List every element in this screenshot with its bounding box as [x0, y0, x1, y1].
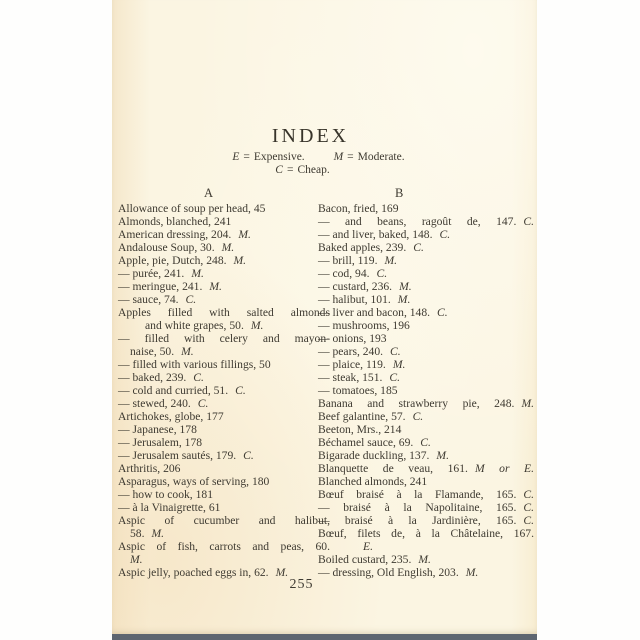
legend-key-c: C: [275, 164, 283, 176]
entry-text: — filled with celery and mayon-: [118, 332, 330, 345]
price-grade: M.: [384, 254, 398, 267]
entry-text: Blanched almonds, 241: [318, 475, 428, 488]
index-entry-line: [318, 527, 534, 540]
price-grade: M.: [181, 345, 194, 358]
entry-text: Baked apples, 239.: [318, 241, 407, 254]
entry-text: Banana and strawberry pie, 248.: [318, 397, 515, 410]
grade-legend-line-2: [112, 164, 537, 177]
entry-text: — filled with various fillings, 50: [118, 358, 271, 371]
price-grade: C.: [389, 371, 401, 384]
index-entry-line: [118, 410, 330, 423]
entry-text: Beeton, Mrs., 214: [318, 423, 402, 436]
column-header-a: A: [204, 186, 214, 200]
index-entry-line: [318, 540, 534, 553]
entry-text: Boiled custard, 235.: [318, 553, 412, 566]
price-grade: C.: [439, 228, 451, 241]
legend-label-moderate: Moderate.: [357, 151, 405, 163]
price-grade: E.: [363, 540, 373, 553]
entry-text: — Jerusalem, 178: [118, 436, 203, 449]
index-entry-line: [118, 475, 330, 488]
price-grade: M.: [418, 553, 431, 566]
price-grade: C.: [420, 436, 431, 449]
price-grade: M or E.: [474, 462, 535, 475]
index-entry-line: [118, 527, 330, 540]
price-grade: C.: [243, 449, 254, 462]
index-entry-line: [318, 358, 534, 371]
entry-text: Almonds, blanched, 241: [118, 215, 232, 228]
index-entry-line: [118, 384, 330, 397]
index-entry-line: [118, 501, 330, 514]
price-grade: M.: [436, 449, 449, 462]
price-grade: C.: [523, 215, 534, 228]
index-entry-line: [318, 332, 534, 345]
price-grade: M.: [233, 254, 247, 267]
legend-key-e: E: [232, 151, 240, 163]
price-grade: C.: [413, 241, 424, 254]
entry-text: Beef galantine, 57.: [318, 410, 406, 423]
price-grade: M.: [399, 280, 412, 293]
index-entry-line: [118, 514, 330, 527]
entry-text: — baked, 239.: [118, 371, 187, 384]
index-entry-line: [118, 423, 330, 436]
index-column-b: [318, 202, 534, 579]
index-entry-line: [318, 449, 534, 462]
entry-text: Aspic of cucumber and halibut,: [118, 514, 330, 527]
index-entry-line: [118, 241, 330, 254]
entry-text: — tomatoes, 185: [318, 384, 398, 397]
price-grade: M.: [191, 267, 204, 280]
index-entry-line: [318, 241, 534, 254]
entry-text: — how to cook, 181: [118, 488, 213, 501]
entry-text: — meringue, 241.: [118, 280, 203, 293]
entry-text: Aspic jelly, poached eggs in, 62.: [118, 566, 269, 579]
entry-text: Bacon, fried, 169: [318, 202, 399, 215]
entry-text: Asparagus, ways of serving, 180: [118, 475, 270, 488]
index-entry-line: [318, 384, 534, 397]
index-entry-line: [318, 293, 534, 306]
price-grade: M.: [397, 293, 411, 306]
legend-item-moderate: [334, 151, 405, 163]
entry-text: — braisé à la Jardinière, 165.: [318, 514, 517, 527]
column-header-b: B: [395, 186, 404, 200]
index-entry-line: [318, 514, 534, 527]
price-grade: C.: [437, 306, 448, 319]
entry-text: naise, 50.: [130, 345, 175, 358]
index-entry-line: [118, 306, 330, 319]
price-grade: C.: [523, 501, 534, 514]
price-grade: C.: [523, 488, 534, 501]
legend-label-cheap: Cheap.: [297, 164, 330, 176]
index-entry-line: [118, 449, 330, 462]
entry-text: — brill, 119.: [318, 254, 378, 267]
price-grade: M.: [151, 527, 165, 540]
index-entry-line: [118, 553, 330, 566]
entry-text: — stewed, 240.: [118, 397, 191, 410]
entry-text: Apple, pie, Dutch, 248.: [118, 254, 227, 267]
index-entry-line: [118, 371, 330, 384]
equals-sign: =: [243, 151, 250, 163]
price-grade: C.: [412, 410, 424, 423]
index-entry-line: [318, 553, 534, 566]
price-grade: C.: [193, 371, 204, 384]
index-entry-line: [118, 332, 330, 345]
index-entry-line: [318, 371, 534, 384]
entry-text: — and liver, baked, 148.: [318, 228, 433, 241]
entry-text: Andalouse Soup, 30.: [118, 241, 215, 254]
entry-text: Artichokes, globe, 177: [118, 410, 224, 423]
index-entry-line: [118, 488, 330, 501]
entry-text: Bœuf braisé à la Flamande, 165.: [318, 488, 517, 501]
entry-text: American dressing, 204.: [118, 228, 232, 241]
index-entry-line: [318, 462, 534, 475]
entry-text: — pears, 240.: [318, 345, 384, 358]
entry-text: — à la Vinaigrette, 61: [118, 501, 221, 514]
entry-text: — dressing, Old English, 203.: [318, 566, 459, 579]
index-entry-line: [118, 358, 330, 371]
price-grade: C.: [235, 384, 246, 397]
index-entry-line: [118, 280, 330, 293]
index-entry-line: [118, 202, 330, 215]
index-entry-line: [318, 254, 534, 267]
entry-text: and white grapes, 50.: [145, 319, 244, 332]
entry-text: Béchamel sauce, 69.: [318, 436, 414, 449]
entry-text: — steak, 151.: [318, 371, 383, 384]
entry-text: — braisé à la Napolitaine, 165.: [318, 501, 517, 514]
index-entry-line: [318, 280, 534, 293]
entry-text: — liver and bacon, 148.: [318, 306, 431, 319]
price-grade: C.: [376, 267, 388, 280]
price-grade: M.: [238, 228, 251, 241]
index-entry-line: [318, 423, 534, 436]
index-entry-line: [318, 202, 534, 215]
entry-text: Arthritis, 206: [118, 462, 181, 475]
index-entry-line: [318, 228, 534, 241]
index-entry-line: [118, 345, 330, 358]
price-grade: M.: [465, 566, 479, 579]
price-grade: M.: [250, 319, 264, 332]
page-number: 255: [289, 577, 314, 592]
price-grade: M.: [221, 241, 235, 254]
grade-legend-line-1: [112, 151, 537, 164]
index-entry-line: [318, 488, 534, 501]
index-entry-line: [318, 410, 534, 423]
entry-text: 58.: [130, 527, 145, 540]
legend-key-m: M: [333, 151, 344, 163]
price-grade: C.: [390, 345, 401, 358]
index-entry-line: [318, 306, 534, 319]
price-grade: C.: [197, 397, 209, 410]
index-entry-line: [118, 293, 330, 306]
entry-text: Apples filled with salted almonds: [118, 306, 330, 319]
index-entry-line: [118, 228, 330, 241]
price-grade: M.: [130, 553, 143, 566]
index-entry-line: [318, 475, 534, 488]
photo-dark-edge: [112, 634, 537, 640]
index-entry-line: [318, 345, 534, 358]
index-entry-line: [118, 462, 330, 475]
entry-text: — cold and curried, 51.: [118, 384, 229, 397]
index-column-a: [118, 202, 330, 579]
entry-text: — sauce, 74.: [118, 293, 179, 306]
legend-label-expensive: Expensive.: [253, 151, 305, 163]
price-grade: C.: [185, 293, 197, 306]
entry-text: — Japanese, 178: [118, 423, 197, 436]
entry-text: Blanquette de veau, 161.: [318, 462, 468, 475]
index-entry-line: [118, 436, 330, 449]
index-entry-line: [118, 215, 330, 228]
index-entry-line: [318, 215, 534, 228]
entry-text: — and beans, ragoût de, 147.: [318, 215, 517, 228]
index-entry-line: [318, 319, 534, 332]
price-grade: M.: [275, 566, 289, 579]
index-entry-line: [318, 436, 534, 449]
price-grade: M.: [209, 280, 222, 293]
entry-text: — onions, 193: [318, 332, 387, 345]
index-entry-line: [118, 267, 330, 280]
entry-text: — purée, 241.: [118, 267, 185, 280]
legend-item-expensive: [232, 151, 304, 163]
index-entry-line: [118, 540, 330, 553]
equals-sign: =: [347, 151, 354, 163]
entry-text: Bœuf, filets de, à la Châtelaine, 167.: [318, 527, 534, 540]
entry-text: — custard, 236.: [318, 280, 393, 293]
index-entry-line: [318, 501, 534, 514]
index-entry-line: [118, 397, 330, 410]
price-grade: M.: [521, 397, 534, 410]
price-grade: M.: [392, 358, 406, 371]
legend-item-cheap: [275, 164, 329, 176]
price-grade: C.: [523, 514, 534, 527]
entry-text: Aspic of fish, carrots and peas, 60.: [118, 540, 330, 553]
entry-text: — cod, 94.: [318, 267, 370, 280]
index-entry-line: [318, 397, 534, 410]
index-entry-line: [118, 319, 330, 332]
entry-text: Bigarade duckling, 137.: [318, 449, 430, 462]
entry-text: — Jerusalem sautés, 179.: [118, 449, 237, 462]
book-page: [112, 0, 537, 634]
entry-text: Allowance of soup per head, 45: [118, 202, 266, 215]
entry-text: — halibut, 101.: [318, 293, 391, 306]
index-entry-line: [318, 267, 534, 280]
page-title: INDEX: [271, 125, 350, 147]
equals-sign: =: [286, 164, 294, 176]
entry-text: — mushrooms, 196: [318, 319, 410, 332]
index-entry-line: [118, 254, 330, 267]
entry-text: — plaice, 119.: [318, 358, 386, 371]
